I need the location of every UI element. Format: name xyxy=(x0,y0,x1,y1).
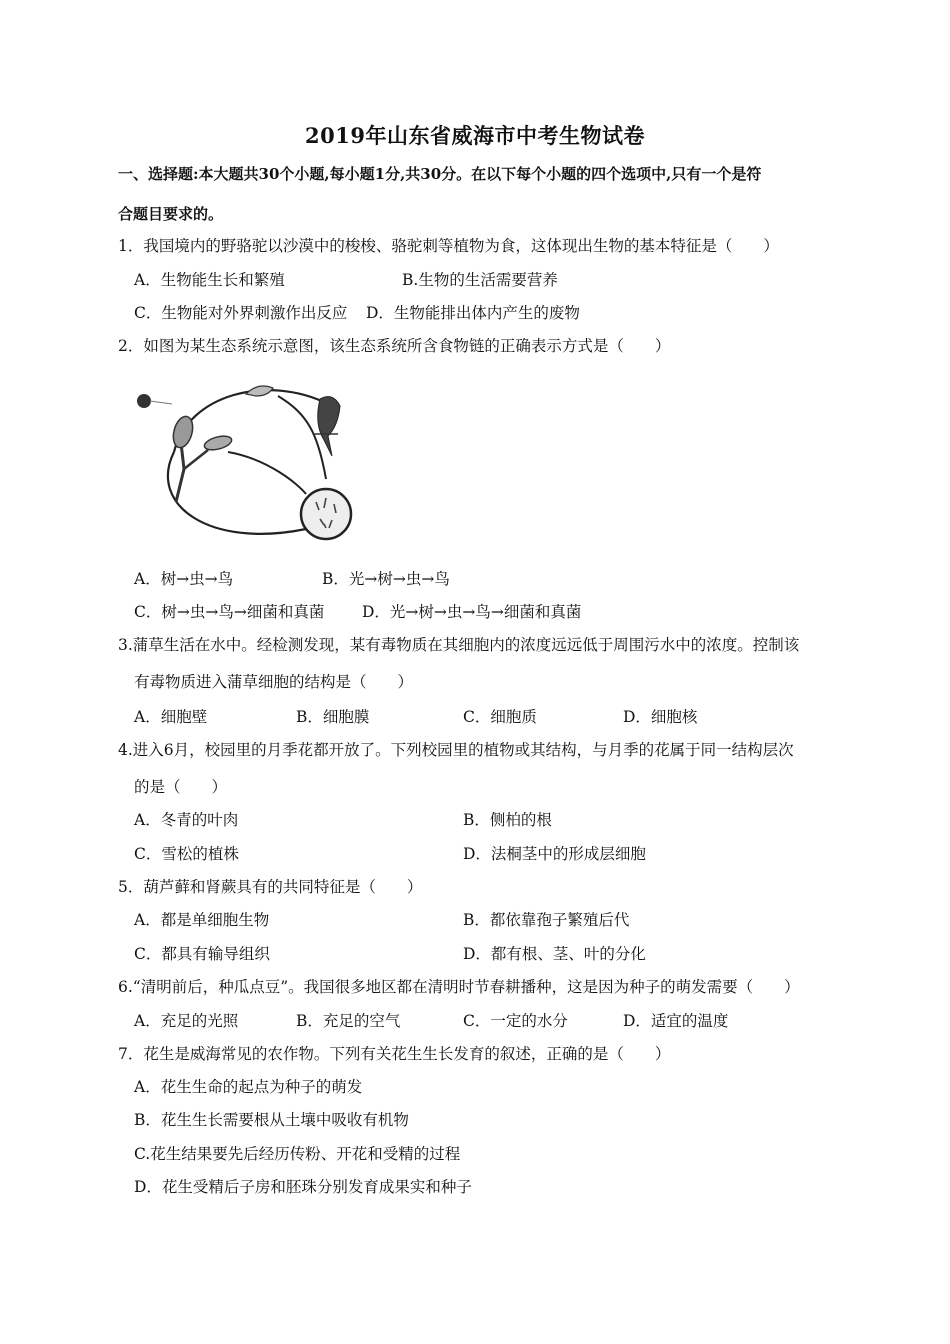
question-6-option-d: D．适宜的温度 xyxy=(623,1012,729,1030)
question-3-option-b: B．细胞膜 xyxy=(296,708,370,726)
question-7-option-c: C.花生结果要先后经历传粉、开花和受精的过程 xyxy=(134,1145,461,1163)
bird-icon xyxy=(318,397,340,456)
question-3-option-a: A．细胞壁 xyxy=(134,708,208,726)
question-1-option-a: A．生物能生长和繁殖 xyxy=(134,271,285,289)
question-1-option-c: C．生物能对外界刺激作出反应 xyxy=(134,304,348,322)
question-2-option-b: B．光→树→虫→鸟 xyxy=(322,570,450,588)
question-6-option-b: B．充足的空气 xyxy=(296,1012,401,1030)
question-4-option-d: D．法桐茎中的形成层细胞 xyxy=(463,845,646,863)
question-5-stem: 5．葫芦藓和肾蕨具有的共同特征是（ ） xyxy=(118,878,423,896)
question-4-option-c: C．雪松的植株 xyxy=(134,845,239,863)
question-1-option-b: B.生物的生活需要营养 xyxy=(402,271,558,289)
question-7-option-b: B．花生生长需要根从土壤中吸收有机物 xyxy=(134,1111,409,1129)
question-7-stem: 7．花生是威海常见的农作物。下列有关花生生长发育的叙述，正确的是（ ） xyxy=(118,1045,671,1063)
question-6-stem: 6.“清明前后，种瓜点豆”。我国很多地区都在清明时节春耕播种，这是因为种子的萌发需要（ ） xyxy=(118,978,800,996)
question-7-option-a: A．花生生命的起点为种子的萌发 xyxy=(134,1078,363,1096)
ecosystem-diagram xyxy=(128,374,368,554)
plant-branch xyxy=(184,450,208,469)
question-2-option-c: C．树→虫→鸟→细菌和真菌 xyxy=(134,603,325,621)
question-3-stem-line-2: 有毒物质进入蒲草细胞的结构是（ ） xyxy=(134,673,414,691)
sun-icon xyxy=(137,394,151,408)
microbe-circle xyxy=(301,489,351,539)
section-heading-line-1: 一、选择题:本大题共30个小题,每小题1分,共30分。在以下每个小题的四个选项中,只有一个是符 xyxy=(118,165,762,183)
question-7-option-d: D．花生受精后子房和胚珠分别发育成果实和种子 xyxy=(134,1178,472,1196)
question-5-option-b: B．都依靠孢子繁殖后代 xyxy=(463,911,630,929)
insect-icon xyxy=(246,386,273,396)
question-3-option-c: C．细胞质 xyxy=(463,708,537,726)
question-4-option-a: A．冬青的叶肉 xyxy=(134,811,239,829)
question-3-option-d: D．细胞核 xyxy=(623,708,698,726)
question-1-stem: 1．我国境内的野骆驼以沙漠中的梭梭、骆驼刺等植物为食，这体现出生物的基本特征是（ ） xyxy=(118,237,779,255)
question-6-option-c: C．一定的水分 xyxy=(463,1012,568,1030)
sun-ray xyxy=(150,401,172,404)
arc-middle xyxy=(228,452,306,494)
question-5-option-c: C．都具有输导组织 xyxy=(134,945,270,963)
leaf-icon xyxy=(203,434,233,453)
question-6-option-a: A．充足的光照 xyxy=(134,1012,239,1030)
question-2-option-a: A．树→虫→鸟 xyxy=(134,570,234,588)
question-1-option-d: D．生物能排出体内产生的废物 xyxy=(366,304,580,322)
question-3-stem-line-1: 3.蒲草生活在水中。经检测发现，某有毒物质在其细胞内的浓度远远低于周围污水中的浓度。控制该 xyxy=(118,636,800,654)
question-4-stem-line-1: 4.进入6月，校园里的月季花都开放了。下列校园里的植物或其结构，与月季的花属于同一结构层次 xyxy=(118,741,794,759)
question-5-option-d: D．都有根、茎、叶的分化 xyxy=(463,945,646,963)
question-2-option-d: D．光→树→虫→鸟→细菌和真菌 xyxy=(362,603,582,621)
question-2-stem: 2．如图为某生态系统示意图，该生态系统所含食物链的正确表示方式是（ ） xyxy=(118,337,671,355)
section-heading-line-2: 合题目要求的。 xyxy=(118,205,224,223)
question-5-option-a: A．都是单细胞生物 xyxy=(134,911,270,929)
question-4-option-b: B．侧柏的根 xyxy=(463,811,552,829)
exam-title: 2019年山东省威海市中考生物试卷 xyxy=(305,123,645,148)
question-4-stem-line-2: 的是（ ） xyxy=(134,778,228,796)
arc-top xyxy=(174,390,328,452)
